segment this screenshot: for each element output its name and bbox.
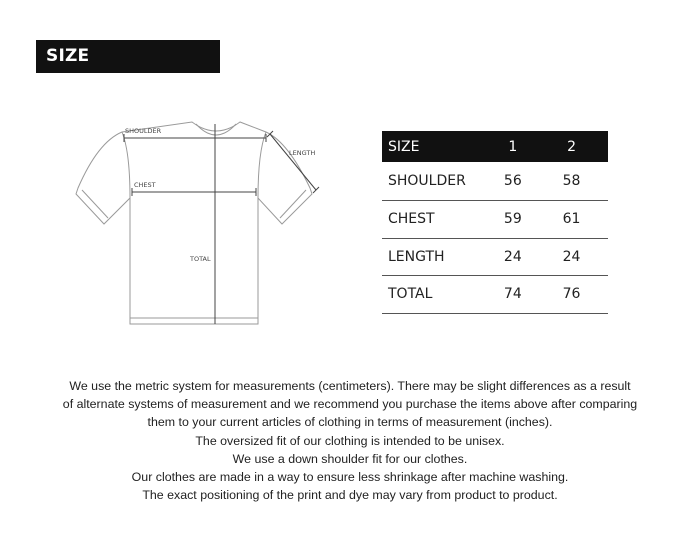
note-line: We use a down shoulder fit for our clothes.: [232, 451, 468, 466]
header-size-1: 1: [491, 131, 535, 162]
total-label: TOTAL: [190, 255, 211, 263]
table-row: [382, 238, 608, 276]
size-table: [382, 131, 608, 314]
table-row: [382, 162, 608, 201]
row-value: 74: [491, 276, 535, 314]
row-label: SHOULDER: [382, 162, 491, 201]
header-size: SIZE: [382, 131, 491, 162]
row-value: 76: [535, 276, 608, 314]
note-line: Our clothes are made in a way to ensure less shrinkage after machine washing.: [131, 470, 569, 485]
note-line: them to your current articles of clothing in terms of measurement (inches).: [147, 415, 553, 430]
note-line: of alternate systems of measurement and we recommend you purchase the items above after comparing: [62, 397, 638, 412]
tshirt-outline-icon: [70, 112, 330, 334]
row-label: CHEST: [382, 201, 491, 239]
row-value: 56: [491, 162, 535, 201]
note-line: We use the metric system for measurements (centimeters). There may be slight differences as a result: [69, 379, 631, 393]
table-row: [382, 201, 608, 239]
header-size-2: 2: [535, 131, 608, 162]
length-label: LENGTH: [289, 149, 316, 157]
size-notes: [30, 377, 670, 504]
note-line: The exact positioning of the print and dye may vary from product to product.: [142, 488, 558, 503]
shoulder-label: SHOULDER: [125, 127, 162, 135]
row-value: 59: [491, 201, 535, 239]
chest-label: CHEST: [134, 181, 156, 189]
row-value: 24: [491, 238, 535, 276]
row-value: 24: [535, 238, 608, 276]
table-row: [382, 276, 608, 314]
row-value: 58: [535, 162, 608, 201]
table-header-row: [382, 131, 608, 162]
row-value: 61: [535, 201, 608, 239]
note-line: The oversized fit of our clothing is intended to be unisex.: [195, 433, 505, 448]
tshirt-measurement-diagram: [70, 112, 330, 334]
row-label: TOTAL: [382, 276, 491, 314]
page-title: SIZE INFORMATION: [36, 40, 220, 73]
row-label: LENGTH: [382, 238, 491, 276]
